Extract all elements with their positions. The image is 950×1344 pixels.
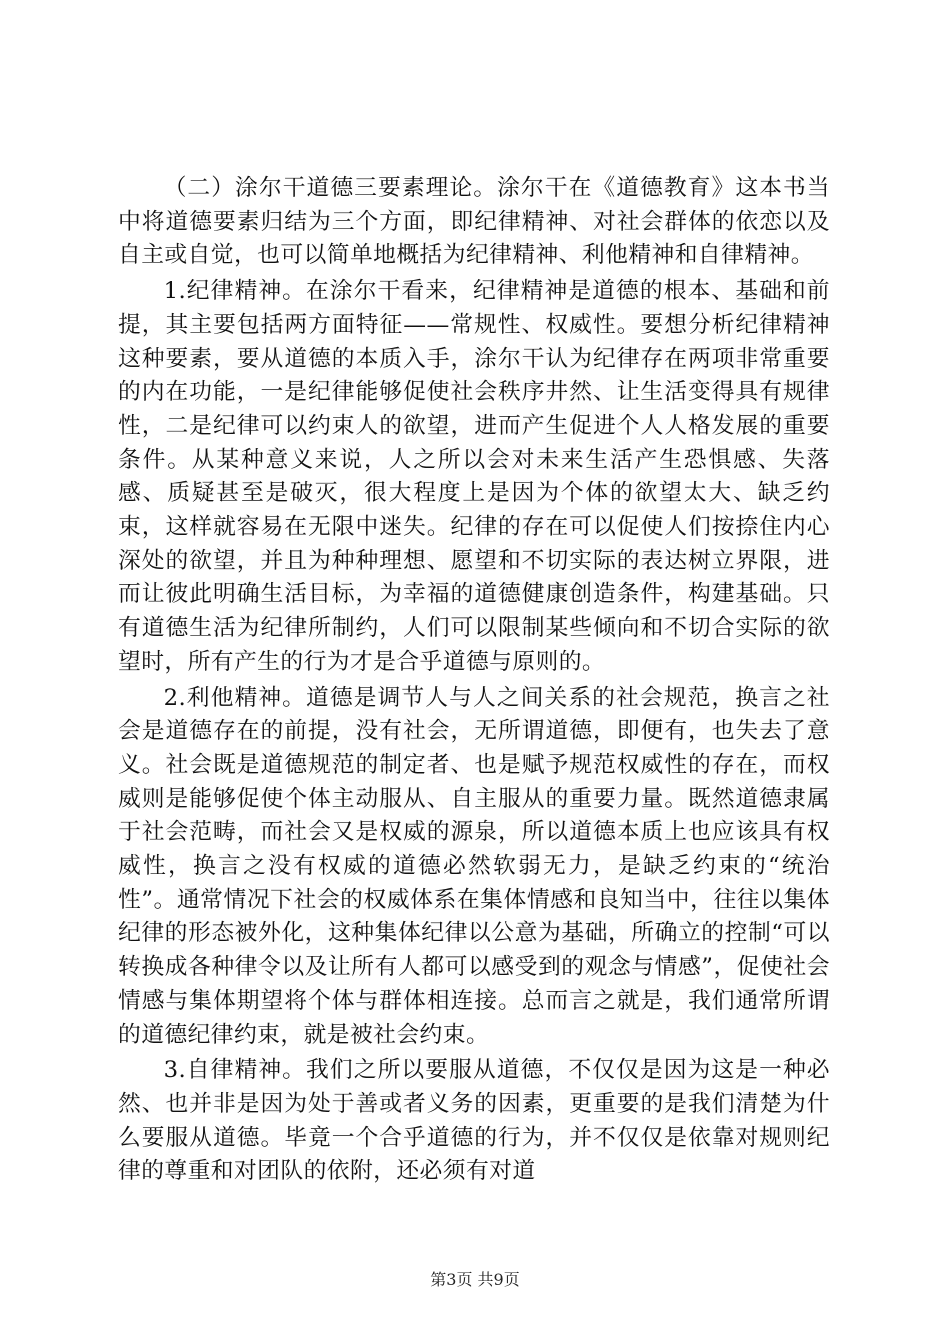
page-number-footer: 第3页 共9页 (430, 1270, 520, 1289)
paragraph-durkheim-three-elements: （二）涂尔干道德三要素理论。涂尔干在《道德教育》这本书当中将道德要素归结为三个方面，即纪律精神、对社会群体的依恋以及自主或自觉，也可以简单地概括为纪律精神、利他精神和自律精神。 (118, 175, 830, 269)
paragraph-discipline-spirit: 1.纪律精神。在涂尔干看来，纪律精神是道德的根本、基础和前提，其主要包括两方面特征——常规性、权威性。要想分析纪律精神这种要素，要从道德的本质入手，涂尔干认为纪律存在两项非常重要的内在功能，一是纪律能够促使社会秩序井然、让生活变得具有规律性，二是纪律可以约束人的欲望，进而产生促进个人人格发展的重要条件。从某种意义来说，人之所以会对未来生活产生恐惧感、失落感、质疑甚至是破灭，很大程度上是因为个体的欲望太大、缺乏约束，这样就容易在无限中迷失。纪律的存在可以促使人们按捺住内心深处的欲望，并且为种种理想、愿望和不切实际的表达树立界限，进而让彼此明确生活目标，为幸福的道德健康创造条件，构建基础。只有道德生活为纪律所制约，人们可以限制某些倾向和不切合实际的欲望时，所有产生的行为才是合乎道德与原则的。 (118, 278, 830, 675)
document-body (118, 172, 830, 1189)
paragraph-self-discipline-spirit: 3.自律精神。我们之所以要服从道德，不仅仅是因为这是一种必然、也并非是因为处于善或者义务的因素，更重要的是我们清楚为什么要服从道德。毕竟一个合乎道德的行为，并不仅仅是依靠对规则纪律的尊重和对团队的依附，还必须有对道 (118, 1057, 830, 1185)
paragraph-altruism-spirit: 2.利他精神。道德是调节人与人之间关系的社会规范，换言之社会是道德存在的前提，没有社会，无所谓道德，即便有，也失去了意义。社会既是道德规范的制定者、也是赋予规范权威性的存在，而权威则是能够促使个体主动服从、自主服从的重要力量。既然道德隶属于社会范畴，而社会又是权威的源泉，所以道德本质上也应该具有权威性，换言之没有权威的道德必然软弱无力，是缺乏约束的“统治性”。通常情况下社会的权威体系在集体情感和良知当中，往往以集体纪律的形态被外化，这种集体纪律以公意为基础，所确立的控制“可以转换成各种律令以及让所有人都可以感受到的观念与情感”，促使社会情感与集体期望将个体与群体相连接。总而言之就是，我们通常所谓的道德纪律约束，就是被社会约束。 (118, 684, 830, 1048)
